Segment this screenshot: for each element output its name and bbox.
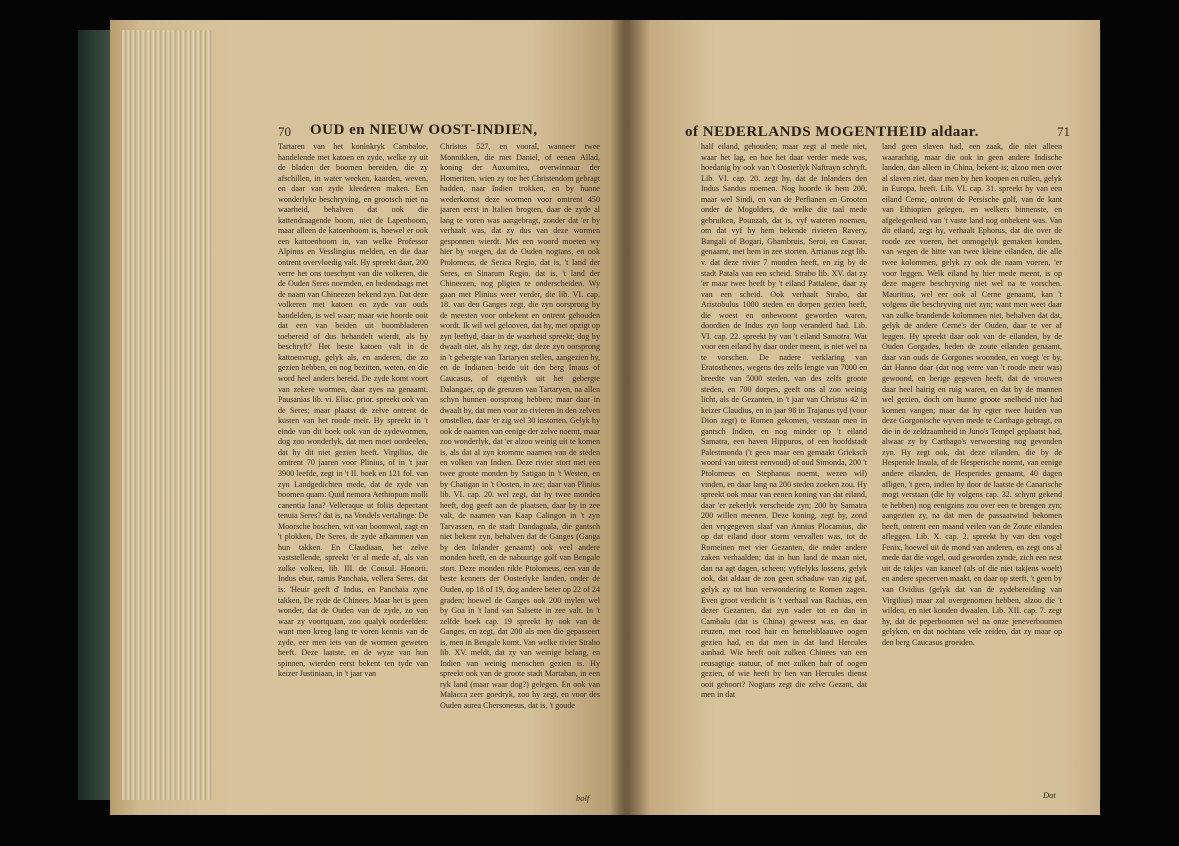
open-book: [110, 20, 1100, 815]
right-column-1: half eiland, gehouden; maar zegt al mede niet, waar het lag, en hoe het daar verder mede was, hoedanig by ook van 't Oosterlyk Naftrayn schryft. Lib. VI. cap. 20. zegt hy, dat de Inlanders den Indus Sandus noemen. Nog hoorde ik hem 200, maar wel Sindi, en van de Perfianen en Grooten onder de Mogolders, de welke die taal mede gebruiken, Pounzab, dat is, vyf wateren noemen, om dat vyf by hem bekende rivieren Ravery, Bangali of Bogari, Ghambruis, Seroi, en Cauvar, genaamt, met hem in zee storten. Arrianus zegt lib. v. dat deze rivier 7 monden heeft, en zig by de stadt Patala van een scheid. Strabo lib. XV. dat zy 'er maar twee heeft by 't eiland Pattalene, daar zy van een scheid. Ook verhaalt Strabo, dat Aristobulus 1000 steden en dorpen gezien heeft, die woest en onbewoont geworden waren, doordien de Indus zyn loop veranderd had. Lib. VI. cap. 22. spreekt hy van 't eiland Samotra. Wat voor een eiland hy daar onder meent, is niet wel na te vorschen. De nadere verklaring van Eratosthenes, wegens des zelfs lengte van 7000 en breedte van 5000 steden, van des zelfs groote steden, en 700 dorpen, geeft ons al zoo weinig licht, als de Gezanten, in 't jaar van Christus 42 in keizer Claudius, en in jaar 98 in Trajanus tyd (voor Dion zegt) te Romen gekomen, verstaan men in gantsch Indien, en nog minder op 't eiland Samatra, een haven Hippuros, of een hoofdstadt Palestmonda ('t geen maar een gemaakt Grieksch woord van uiterst eenvoud) of oud Simonda, 200 't Ptolomeus en Stephanus noemt, wezen wil) vinden, en daar lang na 200 steden zoeken zou. Hy spreekt ook maar van eenen koning van dat eiland, daar 'er zekerlyk verscheide zyn; 200 by Samatra 200 willen meenen. Deze koning, zegt hy, zond den vrygegeven slaaf van Annius Plocamius, die op dat eiland door storm vervallen was, tot de Romeinen met vier Gezanten, die onder andere zaken verhaalden; dat in hun land de maan niet, dan na agt dagen, scheen; vyftelyks lossens, gelyk ook, dat aldaar de zon geen schaduw van zig gaf, gelyk zy tot hun verwondering te Romen zagen. Even groot verdicht is 't verhaal van Rachias, een dezer Gezanten, dat zyn vader tot en dan in Cambalu (dat is China) geweest was, en daar reuzen, met rood hair en hemelsblaauwe oogen gezien had, en dat men in dat land Hercules aanbad. Wie heeft ooit zulken Chinees van een reusagtige statuur, of met zulken hair of oogen gezien, of wie heeft by hen van Hercules dienst ooit gehoort? Nogtans zegt die zelve Gezant, dat men in dat: [701, 142, 867, 700]
right-page: [625, 20, 1100, 815]
left-column-1: Tartaren van het koninkryk Cambaloe, handelende met katoen en zyde, welke zy uit de bladen der boomen bereiden, die zy afschillen, in water weeken, kaarden, weven, en daar van zyde kleederen maken. Een wonderlyke beschryving, en grootsch niet na waarheid, behalven dat ook die kattendraagende boom, niet de Lapenboom, maar alleen de katoenboom is, hoewel er ook een kattoenboom in, van welke Professor Alpinus en Vesslingius melden, en die daar ontrent overvloedig valt. Hy spreekt daar, 200 verre het ons toeschynt van die volkeren, die de Ouden Seres noemden, en hedendaags met de naam van Chineezen bekend zyn. Dat deze volkeren met katoen en zyde van ouds handelden, is wel waar; maar wie hoorde ooit dat een van beiden uit boombladeren toebereid of dus behandelt wierdt, als hy beschryft? Het beste katoen valt in de kattoenvrugt, gelyk als, en anderen, die zo gezien hebben, en nog bezitten, weten, en die word heel anders bereid. De zyde komt voort van zekere wormen, daar zyes na genaamt. Pausanias lib. vi. Eliac. prior. spreekt ook van de Seres; maar plaatst de zelve ontrent de kusten van het roode meir. Hy spreekt in 't einde van dit boek ook van de zydewormen, dog zoo wonderlyk, dat men moet oordeelen, dat hy dit niet gezien heeft. Virgilius, die omtrent 70 jaaren voor Plinius, of in 't jaar 3900 leefde, zegt in 't II. boek en 121 fol. van zyn Landgedichten mede, dat de zyde van boomen quam: Quid nemora Aethiopum molli canentia lana? Velleraque ut foliis depectant tenuia Seres? dat is, na Vondels vertalinge: De Moorsche boschen, wit van boomwol, zagt en 't plokken, De Seres, de zyde afkammen van hun takken. En Claudiaan, het zelve vaststellende, spreekt 'er al mede af, als van zulke volken, lib. III. de Consul. Honorii. Indus ebur, ramis Panchaia, vellera Seres. dat is: 'Heuir geeft d' Indus, en Panchaia zyne takken, De zyde de Chinees. Maar het is geen wonder, dat de Ouden van de zyde, zo van waar zy voortquam, zoo qualyk oordeelden: want men kreeg lang te voren kennis van de zyde, eer men iets van de wormen geweten heeft. Deze laatste, en de wyze van hun spinnen, wierden eerst bekent ten tyde van keizer Justiniaan, in 't jaar van: [278, 142, 428, 679]
right-page-number: 71: [1057, 124, 1070, 139]
right-column-2: land geen slaven had, een zaak, die niet alleen waarachtig, maar die ook in geen andere Indische landen, dan alleen in China, bekent is; alzoo men over al slaven ziet, daar men by hen koopen en ruilen, gelyk in Europa, heeft. Lib. VI. cap. 31. spreekt hy van een eiland Cerne, ontrent de Persische golf, van de kant van Ethiopien gelegen, en welkers binnenste, en afgelegenheid van 't vaste land nog onbekent was. Van dit eiland, zegt hy, verhaalt Ephorus, dat die over de roode zee voeren, het onmogelyk gemaken konden, van wegen de hitte van twee kleine eilanden, die alle twee kolommen, gelyk zy ook die naam voeren, 'er voor leggen. Welk eiland hy hier mede meent, is op deze magere beschryving niet wel na te vorschen. Mauritius, wel eer ook al Cerne genaamt, kan 't volgens die beschryving niet zyn; want men weet daar van zulke brandende kolommen niet, behalven dat dat, gelyk de andere Cerne's der Ouden, daar te ver af leggen. Hy spreekt daar ook van de eilanden, by de Ouden Gorgades, heden de zoute eilanden genaamt, daar van ouds de Gorgones woonden, en voegt 'er by, dat Hanno daar (dat nog verre van 't roode meir was) gewoond, en berige gegeven heeft, dat de vrouwen daar heel hairig en ruig waren, en dat hy de mannen wel gezien, doch om hunne groote snelheid niet had konnen vangen; maar dat hy egter twee huiden van deze Gorgonische wyven mede te Carthago gebragt, en die in de zeldzaamheid in Juno's Tempel geplaatst had, alwaar zy by Carthago's verwoesting nog gevonden zyn. Hy zegt ook, dat deze eilanden, die by de Hesperide Insula, of de Hesperische noemt, van eenige andere eilanden, de Hesperides genaamt, 40 dagen afligen, 't geen, indien hy door de laatste de Canarische mogt verstaan (die hy volgens cap. 32. schynt gekend te hebben) nog eenigzins zou over een te brengen zyn; aangezien zy, na dat men de passaatwind bekomen heeft, ontrent een maand veilen van de Zoute eilanden afleggen. Lib. X. cap. 2. spreekt hy van den vogel Fenix, hoewel uit de mond van anderen, en zegt ons al mede dat die vogel, oud geworden zynde, zich een nest uit de takjes van kaneel (als of die niet takjens woelt) en andere specerven maakt, en daar op sterft, 't geen by van Ovidius (gelyk dat van de zydebereiding van Virgilius) maar zal overgenomen hebben, alzoo die 't wilden, en niet konden dwaalen. Lib. XII. cap. 7. zegt hy, dat de peperboomen wel na onze jeneverboomen gelyken, en dat nochtans vele zeiden, dat zy maar op den berg Caucasus groeiden.: [882, 142, 1062, 647]
left-page-number: 70: [278, 124, 291, 139]
page-edge-stack: [122, 30, 212, 800]
book-gutter: [610, 20, 650, 815]
left-catchword: bolf: [576, 793, 590, 803]
left-running-head: OUD en NIEUW OOST-INDIEN,: [310, 122, 538, 138]
left-page: [110, 20, 625, 815]
right-catchword: Dat: [1043, 790, 1056, 800]
left-column-2: Christus 527, en vooral, wanneer twee Monnikken, die met Daniel, of eenen Allad, koning der Auxumitea, overwinnaar der Homeriten, wien zy toe het Christendom gebragt hadden, naar Indien trokken, en by hunne wederkomst deze wormen voor omtrent 450 jaaren eerst in Italien brogten, daar de zyde al lang te voren was aangebragt, zonder dat 'er by verhaalt was, dat zy dus van deze wormen gesponnen wierdt. Met een woord moeten wy hier by voegen, dat de Ouden nogtans, en ook Ptolomeus, de Serica Regio, dat is, 't land der Seres, en Sinarum Regio, dat is, 't land der Chineezen, nog pligten te onderscheiden. Wy gaan met Plinius weer verder, die lib. VI. cap. 18. van den Ganges zegt, die zyn oorsprong by de meesten voor onbekent en ontrent gehouden wordt. Ik wil wel gelooven, dat hy, met opzigt op zyn leeftyd, daar in de waarheid spreekt; dog hy dwaalt niet, als hy zegt, dat deze zyn oorsprong in 't gebergte van Tartaryen stellen, aangezien hy, en de Indianen beide uit den berg Imaus of Caucasus, of eigentlyk uit het gebergte Dalangaer, op de grenzen van Tartaryen, na allen schyn hunnen oorsprong hebben; maar daar in dwaalt hy, dat men voor zo rivieren in den zelven omstellen, daar 'er zig wel 30 instorten. Gelyk hy ook de naamen van eenige der zelve noemt, maar zoo wonderlyk, dat 'er alzoo weinig uit te komen is, als dat al zyn kromme naamen van de steden en volken van Indien. Deze rivier stort met een twee groote monden by Satigan in 't Westen, en by Chatigan in 't Oosten, in zee; daar van Plinius lib. VI. cap. 20. wel zegt, dat hy twee monden heeft, dog geeft aan de plaatsen, daar hy in zee valt, de naamen van Kaap Calingon in 't zyn Tarvassen, en de stadt Dandaguala, die gantsch niet bekent zyn, behalven dat de Ganges (Ganga by den Inlander genaamt) ook veel andere monden heeft, en de nabuurige golf van Bengale stort. Deze monden rikle Ptolomeus, een van de beste kenners der Oosterlyke landen, onder de Ouden, op 18 of 19, dog andere beter op 22 of 24 graden; hoewel de Ganges ook 200 mylen wel by Goa in 't land van Salsette in zee valt. In 't zelfde boek cap. 19 spreekt hy ook van de Ganges, en zegt, dat 200 als men die gepasseert is, men in Bengale komt. Van welke rivier Strabo lib. XV. meldt, dat zy van weinige belang, en Indien van weinig menschen gezien is. Hy spreekt ook van de groote stadt Martaban, in een ryk land (maar waar dog?) gelegen. En ook van Malacca zeer goedryk, zoo hy zegt, en voor des Ouden aurea Chersonesus, dat is, 't goude: [440, 142, 600, 710]
right-running-head: of NEDERLANDS MOGENTHEID aldaar.: [685, 124, 979, 140]
